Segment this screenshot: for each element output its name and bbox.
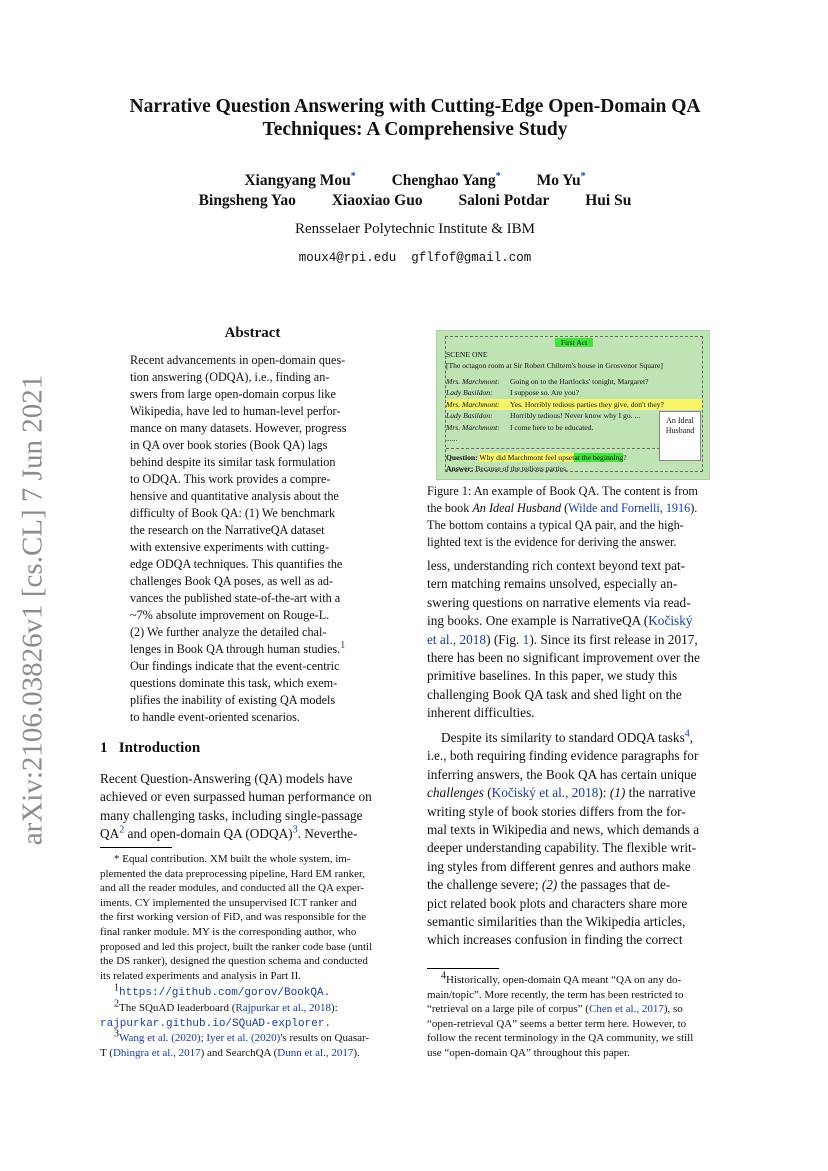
author: Bingsheng Yao: [198, 192, 296, 209]
citation-link[interactable]: Wang et al. (2020): [119, 1032, 201, 1045]
dialogue-line: Mrs. Marchmont: Going on to the Hartlocks' tonight, Margaret?: [446, 376, 649, 386]
figure-1-caption: Figure 1: An example of Book QA. The content is from the book An Ideal Husband (Wilde and Fornelli, 1916). The bottom contains a typical QA pair, and the high- lighted text is the evidence for deriving the answer.: [427, 484, 698, 549]
author: Saloni Potdar: [458, 192, 550, 209]
citation-link[interactable]: Rajpurkar et al., 2018: [235, 1001, 332, 1014]
citation-link[interactable]: Kočiský et al., 2018: [491, 785, 599, 801]
citation-link[interactable]: Dunn et al., 2017: [277, 1046, 354, 1059]
intro-paragraph: Recent Question-Answering (QA) models have achieved or even surpassed human performance on many challenging tasks, including single-passage $QA^2$ and open-domain QA (ODQA)$^3$. Neverthe-: [100, 771, 372, 842]
citation-link[interactable]: et al., 2018: [427, 631, 487, 647]
figure-1-image: First Act SCENE ONE [The octagon room at Sir Robert Chiltern's house in Grosvenor Square] Mrs. Marchmont: Going on to the Hartlocks' tonight, Margaret? Lady Basildon: I suppose so. Are you? Mrs. Marchmont: Yes. Horribly tedious parties they give, don't they? Lady Basildon: Horribly tedious! Never know why I go. ... Mrs. Marchmont: I come here to be educated. ...... Question: Why did Marchmont feel upsetat the beginning? Answer: Because of the tedious parties. An Ideal Husband: [436, 330, 710, 480]
dialogue-line: Lady Basildon: Horribly tedious! Never know why I go. ...: [446, 411, 641, 420]
footnote-link-squad[interactable]: rajpurkar.github.io/SQuAD-explorer.: [100, 1017, 332, 1030]
figure-act-label: First Act: [555, 338, 593, 347]
intro-paragraph-continued: less, understanding rich context beyond text pat- tern matching remains unsolved, especially an- swering questions on narrative elements via read- ing books. One example is NarrativeQA (Kočiský et al., 2018) (Fig. 1). Since its first release in 2017, there has been no significant improvement over the primitive baselines. In this paper, we study this challenging Book QA task and shed light on the inherent difficulties.: [427, 558, 700, 721]
footnote-link-github[interactable]: https://github.com/gorov/BookQA.: [119, 987, 331, 1000]
abstract-heading: Abstract: [224, 325, 281, 341]
title-line-1: Narrative Question Answering with Cutting-Edge Open-Domain QA: [129, 96, 701, 117]
figure-setting: [The octagon room at Sir Robert Chiltern's house in Grosvenor Square]: [446, 361, 663, 370]
title-line-2: Techniques: A Comprehensive Study: [262, 119, 568, 140]
affiliation: Rensselaer Polytechnic Institute & IBM: [295, 221, 535, 237]
footnote-divider: [100, 847, 172, 848]
citation-link[interactable]: Chen et al., 2017: [588, 1003, 664, 1016]
footnote-ref-1[interactable]: 1: [340, 639, 346, 651]
footnote-4: $^4$Historically, open-domain QA meant “QA on any do- main/topic”. More recently, the term has been restricted to “retrieval on a large pile of corpus” (Chen et al., 2017), so “open-retrieval QA” seems a better term here. However, to follow the recent terminology in the QA community, we still use “open-domain QA” throughout this paper.: [427, 970, 694, 1059]
footnotes-left: * Equal contribution. XM built the whole system, im- plemented the data preprocessing pipeline, Hard EM ranker, and all the reader modules, and conducted all the QA exper- iments. CY implemented the unsupervised ICT ranker and the first working version of FiD, and was responsible for the final ranker module. MY is the corresponding author, who proposed and led this project, built the ranker code base (until the DS ranker), designed the question schema and conducted its related experiments and analysis in Part II. $^1$https://github.com/gorov/BookQA. $^2$The SQuAD leaderboard (Rajpurkar et al., 2018): rajpurkar.github.io/SQuAD-explorer. $^3$Wang et al. (2020); Iyer et al. (2020)'s results on Quasar- T (Dhingra et al., 2017) and SearchQA (Dunn et al., 2017).: [100, 853, 373, 1059]
citation-link[interactable]: Kočiský: [648, 613, 693, 629]
author: Mo Yu*: [536, 170, 586, 189]
author: Hui Su: [585, 192, 632, 209]
author: Chenghao Yang*: [391, 170, 501, 189]
arxiv-identifier-text: arXiv:2106.03826v1 [cs.CL] 7 Jun 2021: [16, 374, 49, 846]
citation-link[interactable]: Iyer et al. (2020): [206, 1032, 281, 1045]
book-cover-icon: An Ideal Husband: [659, 411, 701, 461]
author-emails: moux4@rpi.edu gflfof@gmail.com: [298, 251, 532, 265]
citation-link[interactable]: Dhingra et al., 2017: [112, 1046, 201, 1059]
section-heading-introduction: 1 Introduction: [100, 740, 201, 756]
citation-link[interactable]: Wilde and Fornelli, 1916: [568, 501, 691, 515]
author: Xiangyang Mou*: [244, 170, 356, 189]
dialogue-line-highlighted: Mrs. Marchmont: Yes. Horribly tedious parties they give, don't they?: [446, 399, 702, 411]
dialogue-line: Mrs. Marchmont: I come here to be educated.: [446, 422, 594, 432]
intro-paragraph-2: Despite its similarity to standard ODQA tasks$^4$, i.e., both requiring finding evidence paragraphs for inferring answers, the Book QA has certain unique challenges (Kočiský et al., 2018): (1) the narrative writing style of book stories differs from the for- mal texts in Wikipedia and news, which demands a deeper understanding capability. The flexible writ- ing styles from different genres and authors make the challenge severe; (2) the passages that de- pict related book plots and characters share more semantic similarities than the Wikipedia articles, which increases confusion in finding the correct: [427, 728, 700, 948]
paper-title: [100, 95, 730, 141]
figure-question: Question: Why did Marchmont feel upsetat the beginning?: [446, 452, 627, 462]
figure-ref-link[interactable]: 1: [522, 631, 530, 647]
figure-answer: Answer: Because of the tedious parties.: [446, 464, 568, 473]
author-row-1: [100, 172, 730, 190]
footnote-divider: [427, 968, 499, 969]
abstract-body: Recent advancements in open-domain ques- tion answering (ODQA), i.e., finding an- swers from large open-domain corpus like Wikipedia, have led to human-level perfor- mance on many datasets. However, progress in QA over book stories (Book QA) lags behind despite its similar task formulation to ODQA. This work provides a compre- hensive and quantitative analysis about the difficulty of Book QA: (1) We benchmark the research on the NarrativeQA dataset with extensive experiments with cutting- edge ODQA techniques. This quantifies the challenges Book QA poses, as well as ad- vances the published state-of-the-art with a ~7% absolute improvement on Rouge-L. (2) We further analyze the detailed chal- lenges in Book QA through human studies.$^1$ Our findings indicate that the event-centric questions dominate this task, which exem- plifies the inability of existing QA models to handle event-oriented scenarios.: [130, 353, 347, 724]
footnote-ref-3[interactable]: 3: [292, 824, 298, 836]
author: Xiaoxiao Guo: [331, 192, 423, 209]
arxiv-identifier: [8, 374, 58, 846]
footnote-ref-2[interactable]: 2: [119, 824, 125, 836]
dialogue-line: Lady Basildon: I suppose so. Are you?: [446, 388, 579, 397]
author-row-2: [100, 192, 730, 210]
figure-scene: SCENE ONE: [446, 349, 488, 359]
footnote-ref-4[interactable]: 4: [684, 728, 690, 740]
